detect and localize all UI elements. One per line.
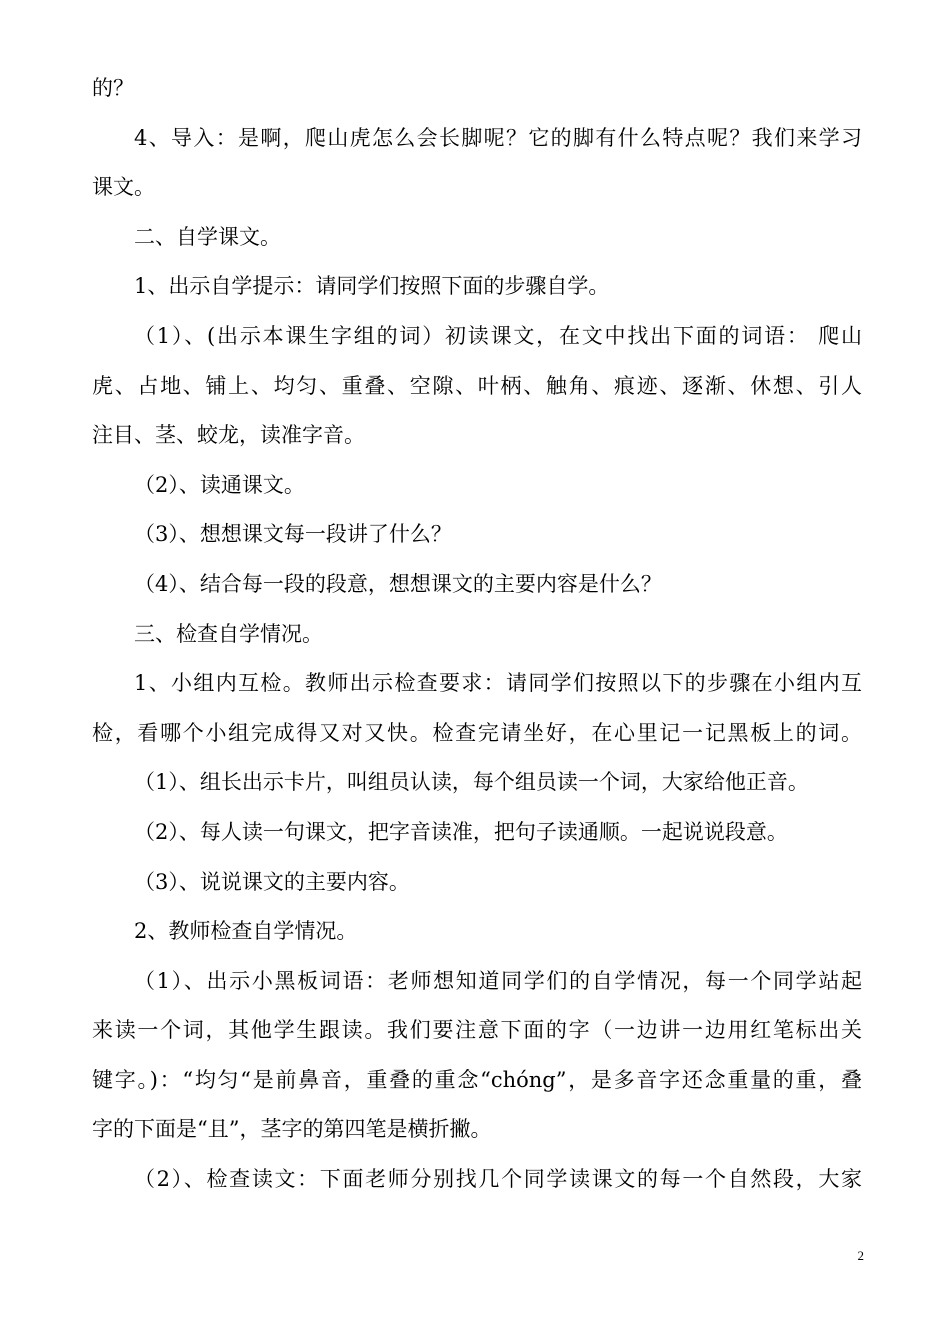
text-line: 虎、占地、铺上、均匀、重叠、空隙、叶柄、触角、痕迹、逐渐、休想、引人 bbox=[92, 373, 862, 398]
body-text bbox=[92, 64, 862, 1205]
text-line: 的？ bbox=[92, 76, 134, 100]
text-line: 字的下面是“且”，茎字的第四笔是横折撇。 bbox=[92, 1117, 492, 1142]
text-line: 课文。 bbox=[92, 175, 155, 200]
section-heading: 二、自学课文。 bbox=[134, 224, 281, 249]
text-line: 来读一个词，其他学生跟读。我们要注意下面的字（一边讲一边用红笔标出关 bbox=[92, 1018, 862, 1043]
text-line: （3）、说说课文的主要内容。 bbox=[134, 869, 410, 894]
text-line: （1）、出示小黑板词语：老师想知道同学们的自学情况，每一个同学站起 bbox=[134, 968, 862, 993]
text-line: （2）、读通课文。 bbox=[134, 472, 305, 497]
text-line: 检，看哪个小组完成得又对又快。检查完请坐好，在心里记一记黑板上的词。 bbox=[92, 720, 862, 745]
text-line: 1、出示自学提示：请同学们按照下面的步骤自学。 bbox=[134, 274, 610, 299]
text-line: （2）、每人读一句课文，把字音读准，把句子读通顺。一起说说段意。 bbox=[134, 819, 788, 844]
text-line: （1）、组长出示卡片，叫组员认读，每个组员读一个词，大家给他正音。 bbox=[134, 770, 809, 795]
text-line: （3）、想想课文每一段讲了什么？ bbox=[134, 522, 452, 547]
text-line: 1、小组内互检。教师出示检查要求：请同学们按照以下的步骤在小组内互 bbox=[134, 671, 862, 696]
text-line: （1）、(出示本课生字组的词）初读课文，在文中找出下面的词语： 爬山 bbox=[134, 323, 862, 348]
section-heading: 三、检查自学情况。 bbox=[134, 621, 323, 646]
text-line: 4、导入：是啊，爬山虎怎么会长脚呢？它的脚有什么特点呢？我们来学习 bbox=[134, 125, 862, 150]
text-line: 注目、茎、蛟龙，读准字音。 bbox=[92, 423, 365, 448]
text-line: 键字。)：“均匀“是前鼻音，重叠的重念“chóng”，是多音字还念重量的重，叠 bbox=[92, 1067, 862, 1092]
page-number: 2 bbox=[857, 1248, 864, 1263]
text-line: （2）、检查读文：下面老师分别找几个同学读课文的每一个自然段，大家 bbox=[134, 1167, 862, 1192]
text-line: 2、教师检查自学情况。 bbox=[134, 919, 358, 944]
text-line: （4）、结合每一段的段意，想想课文的主要内容是什么？ bbox=[134, 571, 662, 596]
